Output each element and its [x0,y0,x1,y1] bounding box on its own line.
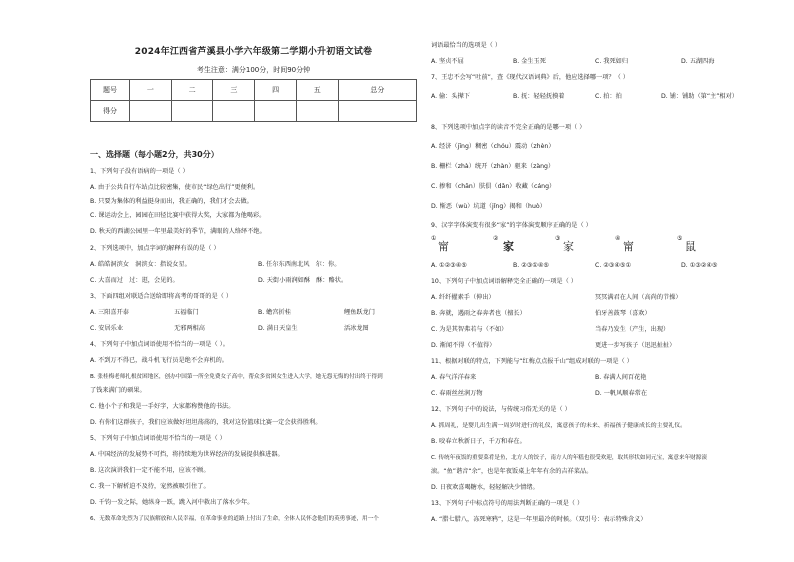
question-line: 5、下列句子中加点词语使用不恰当的一项是（ ） [90,435,226,442]
section-heading: 一、选择题（每小题2分，共30分） [90,150,219,159]
question-line: A. 不到万不得已，战斗机飞行员是绝不会弃机的。 [90,357,228,364]
question-line: B. 只要为集体的利益挺身而出，我正确的，我们才会去做。 [90,198,253,205]
question-line: D. 千钧一发之际，她纵身一跃，跳入河中救出了落水少年。 [90,499,254,506]
table-cell: 四 [255,80,297,101]
question-line: 13、下列句子中标点符号的用法判断正确的一项是（ ） [431,500,584,507]
option: C. 拍：拍 [595,93,622,100]
option: C. 为是其智弗若与（不如） [431,326,508,333]
option: 伯牙善鼓琴（喜欢） [595,310,651,317]
option: B. 春满人间百花艳 [595,374,647,381]
question-line: 1、下列句子没有语病的一项是（ ） [90,168,189,175]
score-table [90,79,417,122]
option: D. 惭恶（wù）坑道（jǐng）揭和（huò） [431,203,546,210]
glyph: 甯 [438,240,449,253]
option: 更进一步写孩子（迅迅扯扯） [595,342,676,349]
question-line: 了钱来满门的硕果。 [90,387,146,394]
question-line: 2、下列选项中，加点字词的解释有误的是（ ） [90,245,220,252]
question-line: 4、下列句子中加点词语使用不恰当的一项是（ ）。 [90,341,229,348]
question-line: 6、无数革命先烈为了民族解放和人民幸福，在革命事业的道路上付出了生命，全体人民怀念他们的英勇事迹，用一个 [90,516,379,522]
option: D. 天街小雨润如酥 酥：酪状。 [258,277,348,284]
glyph-row [431,235,771,253]
question-line: B. 这次演讲我们一定不能不用，应该不顾。 [90,467,210,474]
question-line: C. 课运动会上，园园在田径比赛中获得大奖，大家都为他喝彩。 [90,212,266,219]
option: B. 蟾宫折桂 [258,309,291,316]
table-cell: 三 [213,80,255,101]
question-line: D. 秋天的西湖公园里一年里最美好的季节，满眼的人络绎不绝。 [90,228,266,235]
option: D. 满日天皇生 [258,325,298,332]
option: D. 渐闻不得（不值得） [431,342,496,349]
option: A. 偷：头撵下 [431,93,470,100]
table-cell [213,101,255,122]
option: A. ①②③④⑤ [431,262,467,269]
question-line: D. 有你们这群孩子，我们应该做好坦坦荡荡的，我对这份篮球比赛一定会获得胜利。 [90,419,322,426]
option: 当春乃发生（产生，出现） [595,326,670,333]
glyph: 家 [503,240,514,253]
option: A. 纤纤擢素手（伸出） [431,294,495,301]
question-line: A. 中国经济的发展势不可挡，将持续地为世界经济的发展提供推进器。 [90,451,284,458]
question-line: C. 传统年夜饭的重要菜肴是鱼，北方人的饺子，南方人的年糕也很受欢迎，取其形状如同元宝，寓意来年财源滚 [431,455,707,461]
option: B. ②③①④⑤ [513,262,549,269]
option: A. 坚贞不屈 [431,58,464,65]
option: B. 栅栏（zhà）统开（zhàn）驱来（zàng） [431,163,555,170]
option: A. 三阳喜开泰 [90,309,129,316]
question-line: A. 抓周礼，是婴儿出生满一周岁时进行的礼仪，寓意孩子的未来、祈福孩子健康成长的主要礼仪。 [431,423,687,429]
option: C. 我死如归 [595,58,629,65]
question-line: D. 日夜欢喜喝糖水，轻轻解决少情绪。 [431,484,539,491]
option: B. 抚：轻轻抚摸着 [513,93,565,100]
question-line: 滚。“鱼”谐音“余”，也是年夜饭桌上年年有余的吉祥菜品。 [431,468,593,475]
option: B. 金生玉死 [513,58,546,65]
glyph: 家 [563,240,574,253]
option: 无邪两相高 [174,325,205,332]
table-cell: 题号 [91,80,130,101]
question-line: B. 咬春立秋新日子，千万和春在。 [431,438,526,445]
question-line: 8、下列选项中加点字的读音不完全正确的是哪一项（ ） [431,124,586,131]
table-cell [338,101,416,122]
question-line: 12、下列句子中的说法，与传统习俗无关的是（ ） [431,406,571,413]
table-row [91,80,417,101]
table-cell: 一 [130,80,172,101]
option: C. 安居乐业 [90,325,124,332]
table-cell: 二 [171,80,213,101]
table-cell [171,101,213,122]
table-cell [296,101,338,122]
option: D. 五湖四海 [681,58,715,65]
option: A. 春气洋洋春来 [431,374,477,381]
option: A. 皓皓洞滨女 洞滨女：指说女星。 [90,261,191,268]
option: 五福临门 [174,309,199,316]
table-cell: 总分 [338,80,416,101]
option: 冥冥满君在人间（高尚的节操） [595,294,682,301]
option: A. 经济（jīng）稠密（chóu）震动（zhèn） [431,143,555,150]
glyph-label: ③ [555,235,561,242]
option: C. 大喜而过 过：逛，会见的。 [90,277,179,284]
table-cell [130,101,172,122]
glyph: 甯 [623,240,634,253]
table-row [91,101,417,122]
question-line: A. 由于公共自行车站点比较密集，使市民“绿色出行”更便利。 [90,184,260,191]
question-line: 3、下面四组对联适合送给即将高考的哥哥的是（ ） [90,293,233,300]
question-line: 词语最恰当的选项是（ ） [431,42,502,49]
question-line: 7、王忠不会写“吐前”，查《现代汉语词典》后，他应选择哪一项？（ ） [431,74,629,81]
option: D. 一帆风顺春常在 [595,390,648,397]
option: 鲤鱼跃龙门 [344,309,375,316]
question-line: A. “腊七腊八，冻死寒鸦”，这是一年里最冷的时候。（双引号：表示特殊含义） [431,516,647,523]
glyph-label: ⑤ [677,235,683,242]
option: D. 铺：铺助（第“主”相对） [661,93,738,100]
glyph: 鼠 [685,240,696,253]
exam-title: 2024年江西省芦溪县小学六年级第二学期小升初语文试卷 [134,47,373,57]
question-line: C. 我一下解析迫不及待，宠然被吸引住了。 [90,483,210,490]
table-cell: 得分 [91,101,130,122]
option: B. 任尔东西南北风 尔：你。 [258,261,341,268]
question-line: C. 他小个子和我是一手好字，大家都称赞他的书法。 [90,403,235,410]
question-line: 9、汉字字体演变有很多“家”的字体演变顺序正确的是（ ） [431,222,592,229]
option: D. ①③②④⑤ [681,262,718,269]
option: C. ②③④⑤① [595,262,631,269]
table-cell [255,101,297,122]
option: B. 奔就，遇雨之春奔者也（擅长） [431,310,526,317]
exam-note: 考生注意：满分100分，时间90分钟 [196,66,311,74]
glyph-label: ④ [615,235,621,242]
glyph-label: ② [493,235,499,242]
question-line: 11、根据对联的特点，下列能与“红梅点点报千山”组成对联的一项是（ ） [431,358,633,365]
glyph-label: ① [431,235,437,242]
option: 活冰龙图 [344,325,369,332]
table-cell: 五 [296,80,338,101]
option: C. 掺和（chān）肤俱（dǎn）收藏（cáng） [431,183,556,190]
question-line: 10、下列句子中加点词语解释完全正确的一项是（ ） [431,278,577,285]
option: C. 春雨丝丝润万物 [431,390,483,397]
question-line: B. 张桂梅老师扎根贫困地区，创办中国第一所全免费女子高中，帮众多贫困女生进入大学，她无怨无悔的付出终于得到 [90,374,383,380]
